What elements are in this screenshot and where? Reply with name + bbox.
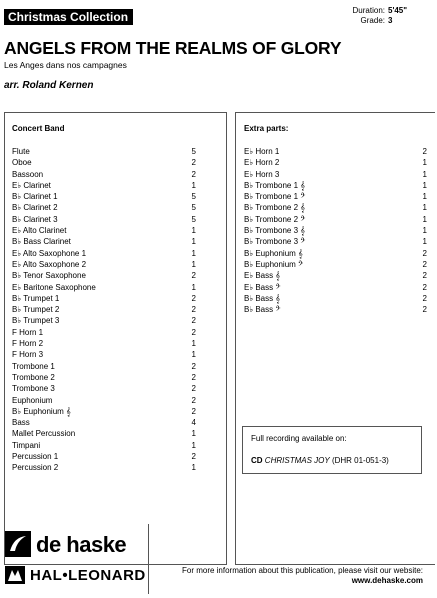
cd-title: CHRISTMAS JOY bbox=[264, 456, 330, 465]
part-count: 4 bbox=[191, 418, 196, 428]
part-count: 2 bbox=[422, 271, 427, 281]
part-row bbox=[12, 383, 196, 394]
part-name: Oboe bbox=[12, 158, 32, 168]
part-count: 5 bbox=[191, 192, 196, 202]
part-row bbox=[12, 417, 196, 428]
part-name: B♭ Trombone 2 𝄞 bbox=[244, 203, 305, 213]
part-count: 2 bbox=[422, 293, 427, 303]
hal-leonard-logo bbox=[5, 564, 145, 586]
series-badge: Christmas Collection bbox=[4, 9, 133, 25]
part-count: 1 bbox=[422, 203, 427, 213]
part-count: 2 bbox=[191, 158, 196, 168]
part-row bbox=[244, 236, 427, 247]
part-name: B♭ Trumpet 2 bbox=[12, 305, 60, 315]
part-row bbox=[12, 361, 196, 372]
part-count: 5 bbox=[191, 214, 196, 224]
part-count: 2 bbox=[422, 259, 427, 269]
part-count: 2 bbox=[422, 147, 427, 156]
part-count: 2 bbox=[191, 406, 196, 416]
part-count: 1 bbox=[191, 259, 196, 269]
part-count: 2 bbox=[191, 271, 196, 281]
de-haske-logo bbox=[5, 531, 145, 559]
part-name: E♭ Horn 1 bbox=[244, 147, 280, 156]
part-count: 1 bbox=[422, 158, 427, 168]
part-row bbox=[12, 282, 196, 293]
extra-parts-panel bbox=[235, 112, 435, 565]
part-row bbox=[244, 191, 427, 202]
part-row bbox=[12, 349, 196, 360]
recording-label: Full recording available on: bbox=[251, 434, 347, 443]
website-url[interactable]: www.dehaske.com bbox=[351, 576, 423, 585]
part-count: 1 bbox=[191, 282, 196, 292]
part-count: 2 bbox=[422, 305, 427, 315]
part-name: Bassoon bbox=[12, 169, 44, 179]
extra-parts-list bbox=[244, 146, 427, 315]
part-count: 1 bbox=[191, 248, 196, 258]
part-count: 1 bbox=[191, 180, 196, 190]
part-name: Trombone 2 bbox=[12, 372, 55, 382]
part-row bbox=[244, 293, 427, 304]
part-name: E♭ Bass 𝄞 bbox=[244, 271, 281, 281]
part-count: 2 bbox=[191, 327, 196, 337]
part-name: B♭ Bass 𝄞 bbox=[244, 293, 281, 303]
part-row bbox=[244, 146, 427, 157]
part-row bbox=[12, 440, 196, 451]
part-name: B♭ Tenor Saxophone bbox=[12, 271, 86, 281]
part-row bbox=[244, 304, 427, 315]
part-name: F Horn 3 bbox=[12, 350, 44, 360]
part-name: B♭ Trombone 1 𝄢 bbox=[244, 192, 306, 202]
part-count: 1 bbox=[191, 339, 196, 349]
duration-label: Duration: bbox=[352, 6, 385, 15]
part-row bbox=[12, 169, 196, 180]
part-row bbox=[12, 315, 196, 326]
part-row bbox=[12, 191, 196, 202]
part-name: Trombone 1 bbox=[12, 361, 55, 371]
part-row bbox=[12, 248, 196, 259]
part-name: E♭ Horn 2 bbox=[244, 158, 280, 168]
part-name: E♭ Alto Saxophone 1 bbox=[12, 248, 87, 258]
website-info-text: For more information about this publication, please visit our website: bbox=[181, 566, 423, 575]
grade-line bbox=[361, 16, 410, 25]
part-name: E♭ Baritone Saxophone bbox=[12, 282, 96, 292]
part-count: 2 bbox=[191, 372, 196, 382]
footer-divider bbox=[148, 524, 149, 594]
part-row bbox=[244, 248, 427, 259]
part-name: B♭ Trombone 2 𝄢 bbox=[244, 214, 306, 224]
part-row bbox=[244, 169, 427, 180]
part-row bbox=[12, 157, 196, 168]
part-name: B♭ Clarinet 1 bbox=[12, 192, 58, 202]
recording-cd bbox=[251, 456, 389, 465]
part-name: B♭ Clarinet 2 bbox=[12, 203, 58, 213]
part-row bbox=[244, 180, 427, 191]
part-name: B♭ Bass 𝄢 bbox=[244, 305, 281, 315]
part-count: 1 bbox=[191, 350, 196, 360]
part-row bbox=[12, 372, 196, 383]
part-count: 1 bbox=[191, 440, 196, 450]
part-count: 2 bbox=[191, 361, 196, 371]
part-row bbox=[12, 327, 196, 338]
hal-leonard-logo-icon bbox=[5, 566, 25, 584]
part-name: B♭ Trumpet 3 bbox=[12, 316, 60, 326]
part-name: B♭ Clarinet 3 bbox=[12, 214, 58, 224]
part-name: Timpani bbox=[12, 440, 41, 450]
part-name: B♭ Trombone 3 𝄞 bbox=[244, 226, 305, 236]
part-name: B♭ Euphonium 𝄞 bbox=[244, 248, 303, 258]
part-row bbox=[12, 180, 196, 191]
arranger: arr. Roland Kernen bbox=[4, 80, 94, 91]
part-count: 2 bbox=[191, 293, 196, 303]
cd-prefix: CD bbox=[251, 456, 263, 465]
part-count: 2 bbox=[422, 248, 427, 258]
part-count: 1 bbox=[191, 463, 196, 473]
part-name: Mallet Percussion bbox=[12, 429, 76, 439]
part-count: 2 bbox=[191, 384, 196, 394]
part-name: E♭ Alto Clarinet bbox=[12, 226, 67, 236]
part-row bbox=[244, 157, 427, 168]
page-title: ANGELS FROM THE REALMS OF GLORY bbox=[4, 38, 342, 58]
part-name: F Horn 2 bbox=[12, 339, 44, 349]
part-name: Flute bbox=[12, 147, 30, 156]
grade-value: 3 bbox=[388, 16, 393, 25]
part-name: B♭ Euphonium 𝄞 bbox=[12, 406, 71, 416]
part-name: F Horn 1 bbox=[12, 327, 44, 337]
duration-line bbox=[353, 6, 410, 15]
part-row bbox=[12, 146, 196, 157]
part-row bbox=[12, 462, 196, 473]
part-name: B♭ Trombone 1 𝄞 bbox=[244, 180, 305, 190]
extra-parts-heading: Extra parts: bbox=[244, 124, 289, 133]
part-row bbox=[244, 270, 427, 281]
part-row bbox=[244, 214, 427, 225]
part-row bbox=[244, 282, 427, 293]
grade-label: Grade: bbox=[360, 16, 385, 25]
part-name: E♭ Horn 3 bbox=[244, 169, 280, 179]
part-row bbox=[12, 395, 196, 406]
part-name: Euphonium bbox=[12, 395, 53, 405]
duration-value: 5'45" bbox=[388, 6, 408, 15]
part-name: Percussion 1 bbox=[12, 452, 59, 462]
part-name: Bass bbox=[12, 418, 30, 428]
part-count: 1 bbox=[422, 214, 427, 224]
part-count: 1 bbox=[422, 237, 427, 247]
cd-code: (DHR 01-051-3) bbox=[331, 456, 389, 465]
de-haske-logo-text: de haske bbox=[36, 532, 127, 557]
part-name: E♭ Alto Saxophone 2 bbox=[12, 259, 87, 269]
part-name: B♭ Trombone 3 𝄢 bbox=[244, 237, 306, 247]
part-row bbox=[12, 225, 196, 236]
part-name: Trombone 3 bbox=[12, 384, 55, 394]
part-count: 5 bbox=[191, 203, 196, 213]
part-name: E♭ Clarinet bbox=[12, 180, 51, 190]
part-row bbox=[12, 214, 196, 225]
part-count: 2 bbox=[191, 452, 196, 462]
part-name: B♭ Trumpet 1 bbox=[12, 293, 60, 303]
part-row bbox=[12, 259, 196, 270]
concert-band-parts bbox=[12, 146, 196, 474]
part-count: 5 bbox=[191, 147, 196, 156]
part-count: 2 bbox=[191, 169, 196, 179]
part-count: 1 bbox=[191, 429, 196, 439]
hal-leonard-logo-text: HAL•LEONARD bbox=[30, 567, 146, 584]
part-count: 2 bbox=[422, 282, 427, 292]
part-row bbox=[12, 236, 196, 247]
part-name: Percussion 2 bbox=[12, 463, 59, 473]
part-row bbox=[12, 338, 196, 349]
page-subtitle: Les Anges dans nos campagnes bbox=[4, 60, 127, 70]
part-row bbox=[244, 202, 427, 213]
concert-band-panel bbox=[4, 112, 227, 565]
concert-band-heading: Concert Band bbox=[12, 124, 65, 133]
part-count: 1 bbox=[191, 226, 196, 236]
part-row bbox=[244, 225, 427, 236]
part-count: 1 bbox=[422, 180, 427, 190]
part-name: B♭ Euphonium 𝄢 bbox=[244, 259, 304, 269]
recording-box bbox=[242, 426, 422, 474]
part-count: 2 bbox=[191, 395, 196, 405]
part-count: 1 bbox=[191, 237, 196, 247]
part-row bbox=[12, 270, 196, 281]
part-row bbox=[12, 304, 196, 315]
part-name: B♭ Bass Clarinet bbox=[12, 237, 71, 247]
website-info bbox=[182, 566, 423, 586]
de-haske-logo-icon bbox=[5, 531, 31, 557]
part-count: 1 bbox=[422, 169, 427, 179]
part-row bbox=[12, 202, 196, 213]
part-row bbox=[244, 259, 427, 270]
part-count: 1 bbox=[422, 192, 427, 202]
part-row bbox=[12, 428, 196, 439]
part-row bbox=[12, 293, 196, 304]
part-count: 1 bbox=[422, 226, 427, 236]
part-row bbox=[12, 451, 196, 462]
part-count: 2 bbox=[191, 305, 196, 315]
part-row bbox=[12, 406, 196, 417]
part-count: 2 bbox=[191, 316, 196, 326]
part-name: E♭ Bass 𝄢 bbox=[244, 282, 281, 292]
